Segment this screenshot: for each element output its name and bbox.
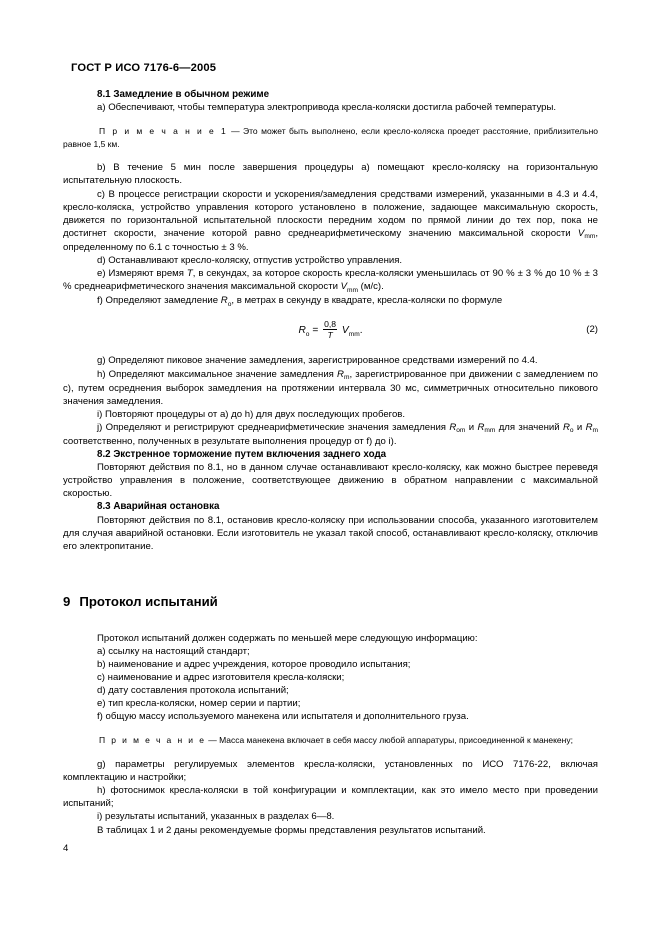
spacer bbox=[63, 114, 598, 125]
formula-rhs-subscript: mm bbox=[348, 330, 360, 338]
paragraph-8-1-f bbox=[63, 294, 598, 308]
list-item-9-f: f) общую массу используемого манекена или испытателя и дополнительного груза. bbox=[97, 711, 469, 723]
note-section-9 bbox=[63, 734, 598, 747]
paragraph-8-1-j-text-1: j) Определяют и регистрируют среднеарифметические значения замедления bbox=[97, 421, 450, 433]
variable-r-o bbox=[563, 422, 574, 433]
document-body-column bbox=[63, 88, 598, 837]
variable-v-mm bbox=[578, 228, 595, 239]
formula-rhs bbox=[342, 325, 360, 336]
paragraph-8-2-body: Повторяют действия по 8.1, но в данном случае останавливают кресло-коляску, как можно быстрее переведя устройство управления в положение, соответствующее движению в обратном направлении с максимальной скоростью. bbox=[63, 462, 598, 500]
note-1-8-1 bbox=[63, 125, 598, 150]
paragraph-9-intro: Протокол испытаний должен содержать по меньшей мере следующую информацию: bbox=[97, 632, 478, 644]
variable-r-subscript: o bbox=[227, 300, 232, 308]
formula-2-row bbox=[63, 314, 598, 348]
spacer bbox=[63, 747, 598, 758]
paragraph-8-1-f-text-2: , в метрах в секунду в квадрате, кресла-коляски по формуле bbox=[231, 295, 503, 307]
paragraph-8-1-i: i) Повторяют процедуры от a) до h) для двух последующих пробегов. bbox=[97, 408, 406, 420]
section-heading-9 bbox=[63, 594, 598, 610]
paragraph-8-1-f-text-1: f) Определяют замедление bbox=[97, 295, 221, 307]
variable-v-subscript: mm bbox=[584, 233, 596, 241]
paragraph-8-1-j bbox=[63, 421, 598, 448]
section-heading-8-3: 8.3 Аварийная остановка bbox=[97, 501, 220, 513]
formula-numerator: 0,8 bbox=[324, 318, 337, 329]
list-item-9-d: d) дату составления протокола испытаний; bbox=[97, 685, 289, 697]
note-text: — Масса манекена включает в себя массу любой аппаратуры, присоединенной к манекену; bbox=[205, 735, 573, 746]
variable-r: R bbox=[562, 421, 570, 433]
variable-r: R bbox=[449, 421, 457, 433]
variable-r: R bbox=[337, 368, 344, 380]
paragraph-9-h: h) фотоснимок кресла-коляски в той конфигурации и комплектации, как это имело место при проведении испытаний; bbox=[63, 785, 598, 810]
variable-r-om bbox=[449, 422, 465, 433]
formula-equals: = bbox=[312, 325, 319, 337]
paragraph-8-1-j-text-2: для значений bbox=[495, 421, 563, 433]
spacer bbox=[63, 723, 598, 734]
variable-v-mm bbox=[341, 281, 358, 292]
conjunction-and-2: и bbox=[573, 421, 586, 433]
variable-r-subscript: o bbox=[569, 427, 574, 435]
spacer bbox=[63, 610, 598, 632]
paragraph-8-1-c bbox=[63, 188, 598, 254]
variable-r: R bbox=[585, 421, 593, 433]
section-9-number: 9 bbox=[63, 593, 71, 609]
variable-r: R bbox=[477, 421, 485, 433]
variable-t: T bbox=[186, 268, 193, 280]
formula-trailing-period: . bbox=[359, 325, 363, 337]
page-number: 4 bbox=[63, 843, 69, 854]
paragraph-8-1-h bbox=[63, 368, 598, 408]
spacer bbox=[63, 553, 598, 583]
paragraph-8-1-j-text-3: соответственно, полученных в результате выполнения процедур от f) до i). bbox=[63, 435, 397, 447]
paragraph-9-closing: В таблицах 1 и 2 даны рекомендуемые формы представления результатов испытаний. bbox=[97, 824, 486, 836]
list-item-9-a: a) ссылку на настоящий стандарт; bbox=[97, 645, 250, 657]
paragraph-8-1-g: g) Определяют пиковое значение замедления, зарегистрированное средствами измерений по 4.4. bbox=[97, 355, 538, 367]
note-1-text: — Это может быть выполнено, если кресло-коляска проедет расстояние, приблизительно равное 1,5 км. bbox=[63, 126, 598, 149]
paragraph-8-1-d: d) Останавливают кресло-коляску, отпустив устройство управления. bbox=[97, 255, 403, 267]
note-1-label: П р и м е ч а н и е 1 bbox=[99, 126, 228, 137]
conjunction-and-1: и bbox=[465, 421, 478, 433]
list-item-9-b: b) наименование и адрес учреждения, которое проводило испытания; bbox=[97, 659, 411, 670]
variable-v-subscript: mm bbox=[347, 286, 359, 294]
formula-fraction bbox=[323, 320, 337, 341]
variable-v: V bbox=[340, 281, 348, 293]
variable-r: R bbox=[220, 295, 228, 307]
note-label: П р и м е ч а н и е bbox=[99, 735, 206, 746]
variable-r-subscript: om bbox=[456, 427, 466, 435]
paragraph-9-i: i) результаты испытаний, указанных в разделах 6—8. bbox=[97, 811, 335, 823]
variable-v: V bbox=[577, 227, 585, 239]
paragraph-8-1-e-text-1: e) Измеряют время bbox=[97, 268, 187, 280]
paragraph-8-1-b: b) В течение 5 мин после завершения процедуры a) помещают кресло-коляску на горизонтальную испытательную плоскость. bbox=[63, 162, 598, 187]
section-heading-8-2: 8.2 Экстренное торможение путем включения заднего хода bbox=[97, 449, 387, 461]
formula-lhs bbox=[298, 325, 309, 336]
variable-r-m bbox=[586, 422, 598, 433]
formula-2 bbox=[63, 320, 598, 341]
paragraph-9-g: g) параметры регулируемых элементов кресла-коляски, установленных по ИСО 7176-22, включая комплектацию и настройки; bbox=[63, 759, 598, 784]
page-header-standard-number: ГОСТ Р ИСО 7176-6—2005 bbox=[71, 62, 217, 74]
formula-rhs-var: V bbox=[341, 325, 349, 337]
variable-r-subscript: mm bbox=[484, 427, 496, 435]
variable-r-o bbox=[221, 295, 232, 306]
formula-number: (2) bbox=[586, 324, 598, 336]
paragraph-8-1-e-text-2: , в секундах, за которое скорость кресла-коляски уменьшилась от 90 % ± 3 % до 10 % ± 3 % среднеарифметического значения максимальной скорости bbox=[63, 268, 598, 293]
paragraph-8-1-e-text-3: (м/с). bbox=[358, 281, 384, 293]
paragraph-8-1-c-text-1: c) В процессе регистрации скорости и ускорения/замедления средствами измерений, указанными в 4.3 и 4.4, кресло-коляска, устройство управления которого установлено в положение, задающее максимальную скорость, движется по горизонтальной испытательной плоскости передним ходом по прямой линии до тех пор, пока не достигнет скорости, значение которой равно среднеарифметическому значению максимальной скорости bbox=[63, 188, 598, 239]
paragraph-8-1-e bbox=[63, 267, 598, 294]
spacer bbox=[63, 150, 598, 161]
list-item-9-e: e) тип кресла-коляски, номер серии и партии; bbox=[97, 698, 301, 710]
paragraph-8-1-h-text-1: h) Определяют максимальное значение замедления bbox=[97, 368, 338, 380]
paragraph-8-1-h-text-2: , зарегистрированное при движении с замедлением по c), путем осреднения выборок замедления на протяжении интервала 30 мс, симметричных относительно пикового значения замедления. bbox=[63, 368, 599, 407]
section-heading-8-1: 8.1 Замедление в обычном режиме bbox=[97, 89, 270, 100]
formula-lhs-var: R bbox=[298, 325, 306, 337]
variable-r-m bbox=[337, 369, 349, 380]
list-item-9-c: c) наименование и адрес изготовителя кресла-коляски; bbox=[97, 672, 345, 684]
variable-r-subscript: m bbox=[343, 374, 350, 382]
variable-r-subscript: m bbox=[592, 427, 598, 435]
paragraph-8-1-c-text-2: , определенному по 6.1 с точностью ± 3 %. bbox=[63, 227, 598, 253]
variable-r-mm bbox=[477, 422, 495, 433]
paragraph-8-3-body: Повторяют действия по 8.1, остановив кресло-коляску при использовании способа, указанного изготовителем для случая аварийной остановки. Если изготовитель не указал такой способ, останавливают кресло-коляску, отключив его электропитание. bbox=[63, 514, 598, 552]
formula-denominator: T bbox=[323, 329, 337, 340]
spacer bbox=[63, 583, 598, 594]
formula-lhs-subscript: o bbox=[305, 330, 310, 338]
paragraph-8-1-a: a) Обеспечивают, чтобы температура электропривода кресла-коляски достигла рабочей температуры. bbox=[97, 102, 557, 114]
section-9-title: Протокол испытаний bbox=[79, 593, 218, 609]
